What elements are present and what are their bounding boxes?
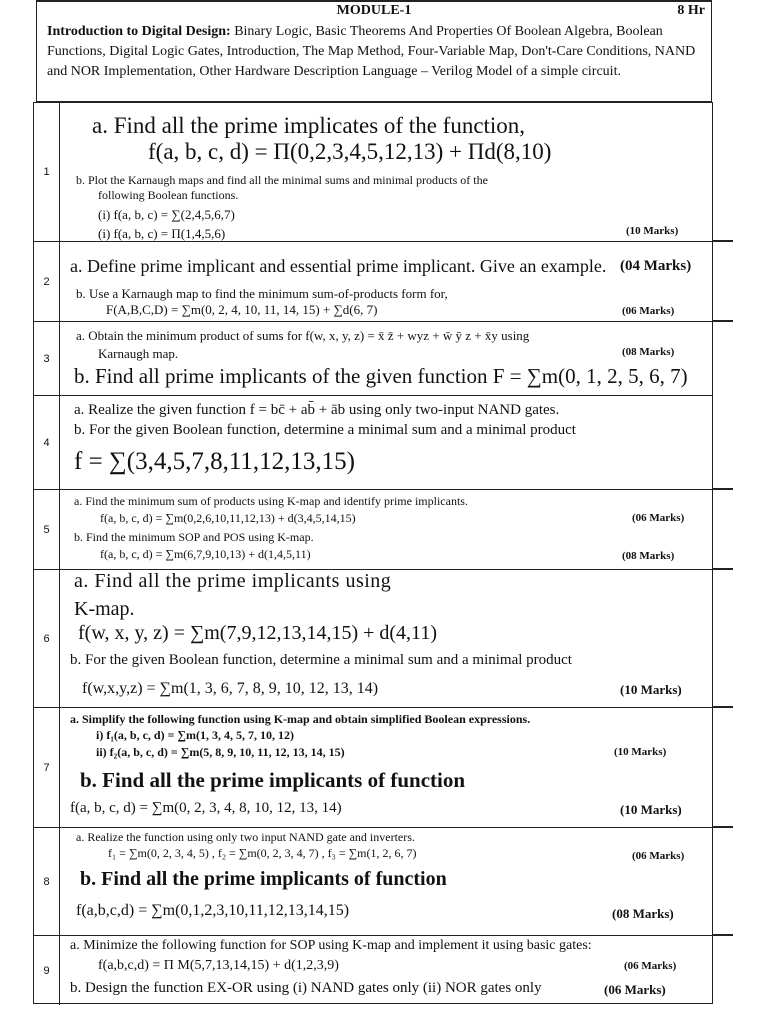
question-6a-expression: f(w, x, y, z) = ∑m(7,9,12,13,14,15) + d(4,11) [78,622,437,644]
question-number: 4 [34,396,60,489]
module-hours: 8 Hr [677,3,705,18]
question-row-5 [34,489,712,569]
question-6b: b. For the given Boolean function, determine a minimal sum and a minimal product [70,652,572,668]
margin-tick [713,488,733,490]
question-8b-expression: f(a,b,c,d) = ∑m(0,1,2,3,10,11,12,13,14,15) [76,902,350,919]
questions-table [33,102,713,1004]
syllabus-text [47,22,703,82]
question-row-6 [34,569,712,707]
question-number: 6 [34,570,60,707]
question-1b-i: (i) f(a, b, c) = ∑(2,4,5,6,7) [98,207,235,222]
question-row-7 [34,707,712,827]
question-2a: a. Define prime implicant and essential prime implicant. Give an example. [70,256,607,276]
question-row-1 [34,103,712,241]
question-2b: b. Use a Karnaugh map to find the minimum sum-of-products form for, [76,286,448,301]
question-9a: a. Minimize the following function for SOP using K-map and implement it using basic gates: [70,938,592,953]
syllabus-heading: Introduction to Digital Design: [47,24,231,39]
question-number: 3 [34,322,60,395]
question-row-2 [34,241,712,321]
module-header [36,0,712,102]
marks-label: (10 Marks) [626,225,679,237]
question-number: 7 [34,708,60,827]
marks-label: (06 Marks) [622,305,675,317]
question-5a-expression: f(a, b, c, d) = ∑m(0,2,6,10,11,12,13) + d(3,4,5,14,15) [100,511,356,525]
marks-label: (06 Marks) [604,982,666,997]
question-number: 1 [34,103,60,241]
margin-tick [713,826,733,828]
marks-label: (10 Marks) [614,746,667,758]
question-number: 8 [34,828,60,935]
question-5b: b. Find the minimum SOP and POS using K-map. [74,530,314,544]
question-9b: b. Design the function EX-OR using (i) NAND gates only (ii) NOR gates only [70,980,542,996]
marks-label: (08 Marks) [612,906,674,921]
question-1a: a. Find all the prime implicates of the function, [92,113,526,138]
margin-tick [713,934,733,936]
marks-label: (08 Marks) [622,550,675,562]
question-6a: a. Find all the prime implicants using [74,570,392,592]
question-row-4 [34,395,712,489]
margin-tick [713,320,733,322]
question-7a-ii: ii) f₂(a, b, c, d) = ∑m(5, 8, 9, 10, 11, 12, 13, 14, 15) [96,745,345,759]
module-title: MODULE-1 [336,3,412,18]
question-9a-expression: f(a,b,c,d) = Π M(5,7,13,14,15) + d(1,2,3,9) [98,958,339,973]
question-number: 2 [34,242,60,321]
question-row-9 [34,935,712,1005]
question-6b-expression: f(w,x,y,z) = ∑m(1, 3, 6, 7, 8, 9, 10, 12, 13, 14) [82,680,379,697]
margin-tick [713,706,733,708]
marks-label: (04 Marks) [620,258,692,274]
question-5b-expression: f(a, b, c, d) = ∑m(6,7,9,10,13) + d(1,4,5,11) [100,547,311,561]
marks-label: (06 Marks) [624,960,677,972]
question-8a-expression: f₁ = ∑m(0, 2, 3, 4, 5) , f₂ = ∑m(0, 2, 3, 4, 7) , f₃ = ∑m(1, 2, 6, 7) [108,846,417,860]
question-7b: b. Find all the prime implicants of function [80,768,466,792]
question-7a: a. Simplify the following function using K-map and obtain simplified Boolean expressions. [70,712,531,726]
question-1b-ii: (i) f(a, b, c) = Π(1,4,5,6) [98,226,226,241]
question-row-3 [34,321,712,395]
margin-tick [713,240,733,242]
question-3a: a. Obtain the minimum product of sums for f(w, x, y, z) = x̄ z̄ + wyz + w̄ ȳ z + x̄y using [76,328,530,343]
marks-label: (10 Marks) [620,682,682,697]
marks-label: (06 Marks) [632,512,685,524]
question-4a: a. Realize the given function f = bc̄ + ab̄ + āb using only two-input NAND gates. [74,402,560,418]
question-4b: b. For the given Boolean function, determine a minimal sum and a minimal product [74,422,576,438]
question-row-8 [34,827,712,935]
question-7a-i: i) f₁(a, b, c, d) = ∑m(1, 3, 4, 5, 7, 10, 12) [96,728,294,742]
question-number: 9 [34,936,60,1005]
question-3b: b. Find all prime implicants of the given function F = ∑m(0, 1, 2, 5, 6, 7) [74,364,688,388]
margin-tick [713,568,733,570]
question-number: 5 [34,490,60,569]
marks-label: (10 Marks) [620,802,682,817]
question-3a-cont: Karnaugh map. [98,346,179,361]
marks-label: (08 Marks) [622,346,675,358]
question-1b-cont: following Boolean functions. [98,188,239,202]
marks-label: (06 Marks) [632,850,685,862]
syllabus-topics: Binary Logic, Basic Theorems And Properties Of Boolean Algebra, Boolean Functions, Digital Logic Gates, Introduction, The Map Method, Four-Variable Map, Don't-Care Conditions, NAND and NOR Implementation, Other Hardware Description Language – Verilog Model of a simple circuit. [47,24,696,79]
question-1b: b. Plot the Karnaugh maps and find all the minimal sums and minimal products of the [76,173,488,187]
question-2b-expression: F(A,B,C,D) = ∑m(0, 2, 4, 10, 11, 14, 15) + ∑d(6, 7) [106,302,378,317]
question-8a: a. Realize the function using only two input NAND gate and inverters. [76,830,415,844]
question-5a: a. Find the minimum sum of products using K-map and identify prime implicants. [74,494,468,508]
question-7b-expression: f(a, b, c, d) = ∑m(0, 2, 3, 4, 8, 10, 12, 13, 14) [70,800,342,816]
question-1a-expression: f(a, b, c, d) = Π(0,2,3,4,5,12,13) + Πd(8,10) [148,139,552,164]
question-8b: b. Find all the prime implicants of function [80,868,447,890]
question-4b-expression: f = ∑(3,4,5,7,8,11,12,13,15) [74,448,355,475]
question-6a-cont: K-map. [74,598,135,620]
